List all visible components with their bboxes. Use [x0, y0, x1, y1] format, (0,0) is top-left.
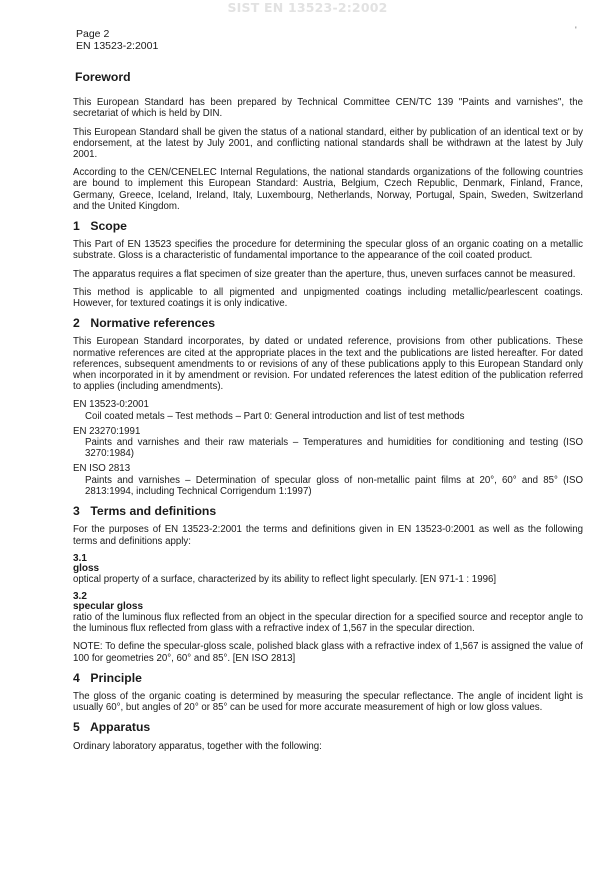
term-name: gloss [73, 562, 100, 574]
reference-title: Coil coated metals – Test methods – Part 0: General introduction and list of test methods [85, 410, 465, 422]
term-definition: ratio of the luminous flux reflected from an object in the specular direction for a specified source and receptor angle to the luminous flux reflected from glass with a refractive index of 1,567 in the specular direction. [73, 611, 583, 635]
foreword-heading: Foreword [75, 70, 131, 84]
principle-heading: 4 Principle [73, 670, 142, 685]
reference-title: Paints and varnishes and their raw materials – Temperatures and humidities for conditioning and testing (ISO 3270:1984) [85, 437, 583, 460]
note: NOTE: To define the specular-gloss scale, polished black glass with a refractive index of 1,567 is assigned the value of 100 for geometries 20°, 60° and 85°. [EN ISO 2813] [73, 641, 583, 664]
scope-heading: 1 Scope [73, 219, 127, 234]
term-definition: optical property of a surface, characterized by its ability to reflect light specularly. [EN 971-1 : 1996] [73, 573, 497, 585]
reference-item [73, 399, 583, 421]
reference-title: Paints and varnishes – Determination of specular gloss of non-metallic paint films at 20°, 60° and 85° (ISO 2813:1994, including Technical Corrigendum 1:1997) [85, 474, 583, 497]
terms-heading: 3 Terms and definitions [73, 504, 217, 519]
terms-intro: For the purposes of EN 13523-2:2001 the terms and definitions given in EN 13523-0:2001 as well as the following terms and definitions apply: [73, 524, 583, 547]
scope-paragraph: This method is applicable to all pigmented and unpigmented coatings including metallic/pearlescent coatings. However, for textured coatings it is only indicative. [73, 286, 583, 310]
foreword-paragraph: According to the CEN/CENELEC Internal Regulations, the national standards organizations of the following countries are bound to implement this European Standard: Austria, Belgium, Czech Republic, Denmark, Finland, France, Germany, Greece, Iceland, Ireland, Italy, Luxembourg, Netherlands, Norway, Portugal, Spain, Sweden, Switzerland and the United Kingdom. [73, 167, 583, 212]
reference-item [73, 426, 583, 460]
scope-paragraph: The apparatus requires a flat specimen of size greater than the aperture, thus, uneven surfaces cannot be measured. [73, 268, 576, 280]
document-id: EN 13523-2:2001 [76, 40, 159, 52]
document-body [73, 72, 583, 759]
watermark: SIST EN 13523-2:2002 [227, 0, 388, 15]
principle-paragraph: The gloss of the organic coating is determined by measuring the specular reflectance. The angle of incident light is usually 60°, but angles of 20° or 85° can be used for more accurate measurement of high or low gloss values. [73, 690, 583, 714]
apparatus-heading: 5 Apparatus [73, 720, 151, 735]
foreword-paragraph: This European Standard has been prepared by Technical Committee CEN/TC 139 "Paints and varnishes", the secretariat of which is held by DIN. [73, 97, 583, 120]
normative-references-heading: 2 Normative references [73, 316, 216, 331]
apparatus-paragraph: Ordinary laboratory apparatus, together with the following: [73, 740, 322, 752]
page-number: Page 2 [76, 28, 110, 40]
foreword-paragraph: This European Standard shall be given the status of a national standard, either by publication of an identical text or by endorsement, at the latest by July 2001, and conflicting national standards shall be withdrawn at the latest by July 2001. [73, 126, 583, 161]
reference-code: EN 13523-0:2001 [73, 399, 149, 411]
term-name: specular gloss [73, 600, 144, 612]
normative-intro: This European Standard incorporates, by dated or undated reference, provisions from other publications. These normative references are cited at the appropriate places in the text and the publications are listed hereafter. For dated references, subsequent amendments to or revisions of any of these publications apply to this European Standard only when incorporated in it by amendment or revision. For undated references the latest edition of the publication referred to applies (including amendments). [73, 336, 583, 393]
reference-code: EN ISO 2813 [73, 463, 131, 475]
term-number: 3.1 [73, 552, 87, 564]
reference-item [73, 463, 583, 497]
reference-code: EN 23270:1991 [73, 425, 141, 437]
scope-paragraph: This Part of EN 13523 specifies the procedure for determining the specular gloss of an organic coating on a metallic substrate. Gloss is a characteristic of fundamental importance to the appearance of the coil coated product. [73, 239, 583, 262]
corner-mark: ' [575, 25, 577, 35]
term-number: 3.2 [73, 590, 87, 602]
